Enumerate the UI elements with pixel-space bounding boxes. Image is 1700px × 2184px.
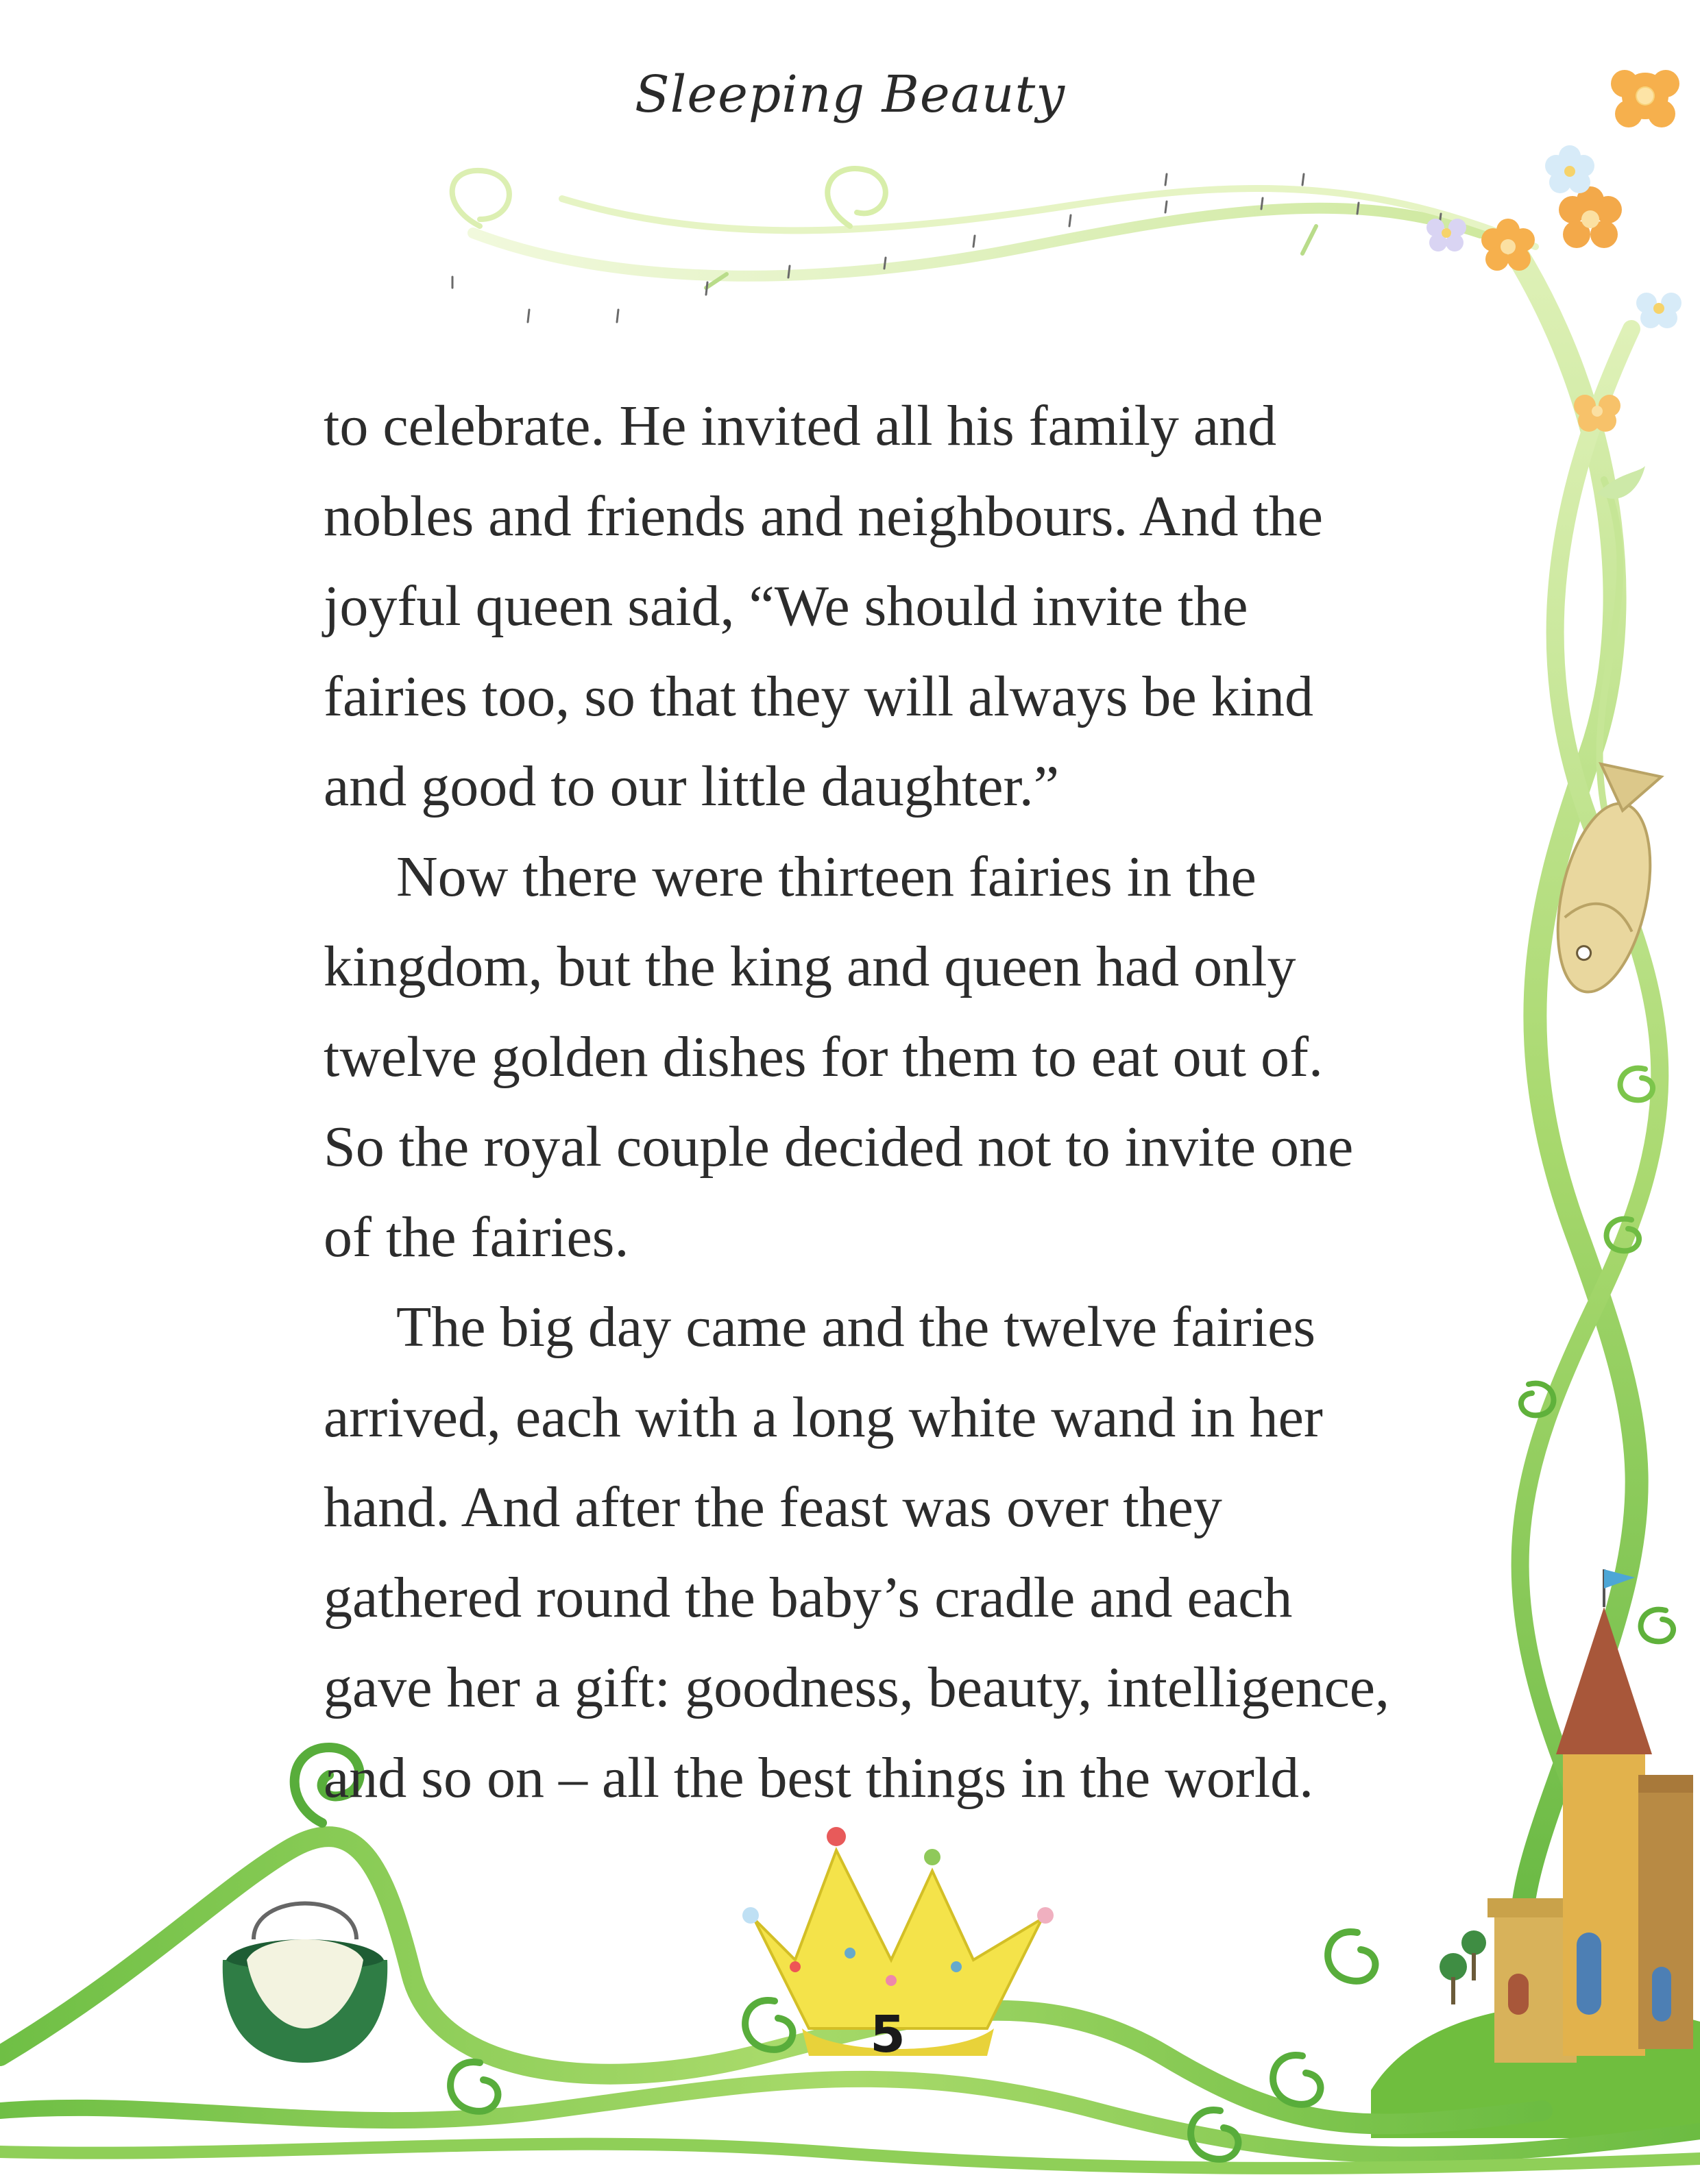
page-number: 5 bbox=[870, 2005, 906, 2064]
text-line: The big day came and the twelve fairies bbox=[396, 1295, 1316, 1359]
text-line: fairies too, so that they will always be kind bbox=[324, 664, 1314, 728]
cauldron-icon bbox=[223, 1904, 387, 2063]
text-line: gave her a gift: goodness, beauty, intelligence, bbox=[324, 1656, 1390, 1719]
text-line: joyful queen said, “We should invite the bbox=[324, 574, 1248, 638]
top-thorns bbox=[452, 174, 1441, 322]
page-title: Sleeping Beauty bbox=[634, 65, 1066, 124]
text-line: and so on – all the best things in the world. bbox=[324, 1745, 1314, 1810]
text-line: of the fairies. bbox=[324, 1205, 629, 1269]
story-text bbox=[324, 381, 1461, 1823]
paragraph-3 bbox=[324, 1282, 1461, 1823]
text-line: kingdom, but the king and queen had only bbox=[324, 935, 1296, 998]
text-line: twelve golden dishes for them to eat out of. bbox=[324, 1024, 1323, 1089]
text-line: and good to our little daughter.” bbox=[324, 754, 1060, 818]
text-line: hand. And after the feast was over they bbox=[324, 1475, 1222, 1539]
text-line: to celebrate. He invited all his family and bbox=[324, 394, 1277, 458]
top-vine bbox=[452, 169, 1535, 288]
paragraph-2 bbox=[324, 832, 1461, 1283]
text-line: Now there were thirteen fairies in the bbox=[396, 844, 1256, 909]
flower-cluster-icon bbox=[1426, 70, 1681, 499]
paragraph-1 bbox=[324, 381, 1461, 832]
text-line: nobles and friends and neighbours. And the bbox=[324, 484, 1324, 548]
text-line: arrived, each with a long white wand in her bbox=[324, 1385, 1323, 1449]
text-line: So the royal couple decided not to invite one bbox=[324, 1115, 1354, 1179]
text-line: gathered round the baby’s cradle and each bbox=[324, 1565, 1293, 1630]
